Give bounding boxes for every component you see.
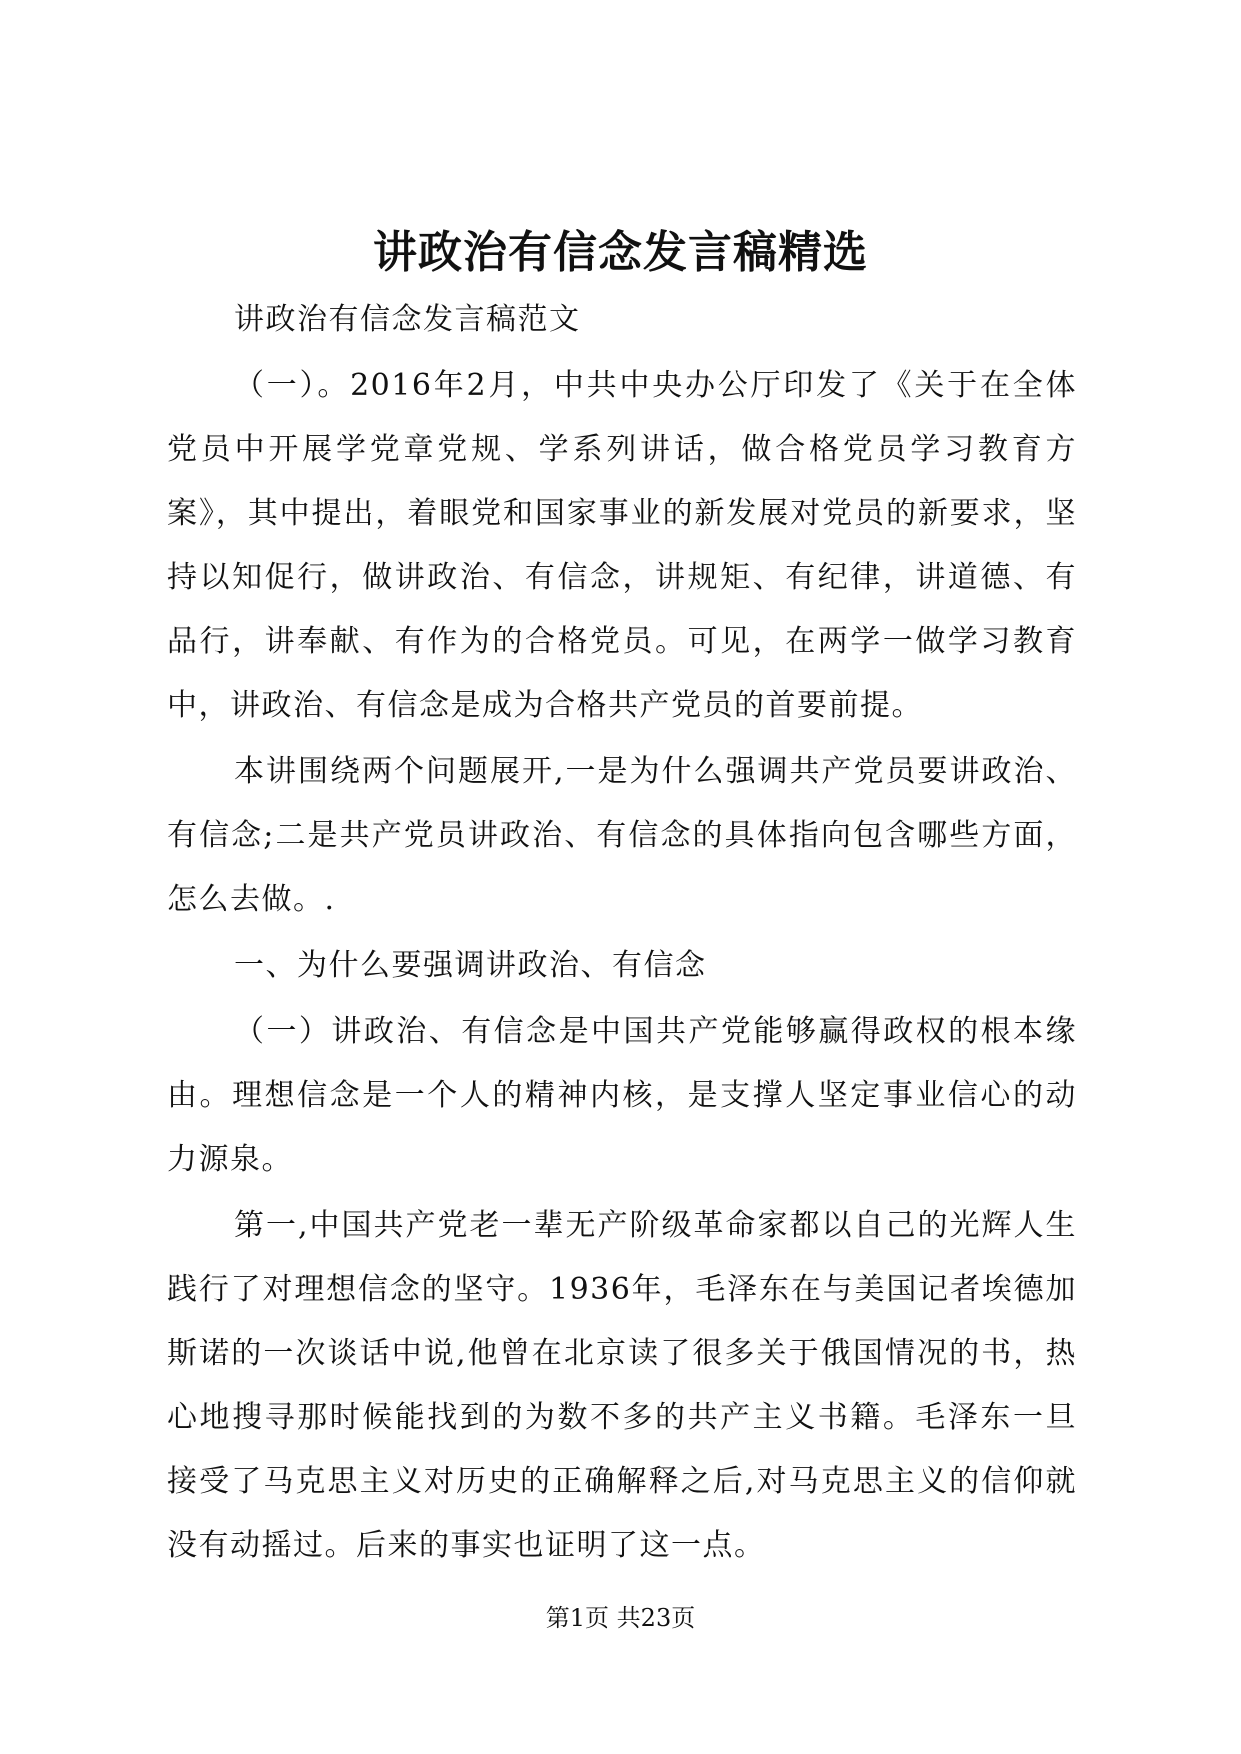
body-paragraph: 第一,中国共产党老一辈无产阶级革命家都以自己的光辉人生践行了对理想信念的坚守。1936年，毛泽东在与美国记者埃德加斯诺的一次谈话中说,他曾在北京读了很多关于俄国情况的书，热心地搜寻那时候能找到的为数不多的共产主义书籍。毛泽东一旦接受了马克思主义对历史的正确解释之后,对马克思主义的信仰就没有动摇过。后来的事实也证明了这一点。 xyxy=(167,1208,1077,1563)
section-heading: 一、为什么要强调讲政治、有信念 xyxy=(234,948,707,983)
body-paragraph: （一）讲政治、有信念是中国共产党能够赢得政权的根本缘由。理想信念是一个人的精神内核，是支撑人坚定事业信心的动力源泉。 xyxy=(167,1014,1077,1177)
page-number: 第1页 共23页 xyxy=(545,1604,696,1632)
subtitle-paragraph: 讲政治有信念发言稿范文 xyxy=(234,302,581,337)
document-body xyxy=(167,288,1077,1580)
document-title: 讲政治有信念发言稿精选 xyxy=(373,227,868,278)
body-paragraph: （一）。2016年2月，中共中央办公厅印发了《关于在全体党员中开展学党章党规、学系列讲话，做合格党员学习教育方案》，其中提出，着眼党和国家事业的新发展对党员的新要求，坚持以知促行，做讲政治、有信念，讲规矩、有纪律，讲道德、有品行，讲奉献、有作为的合格党员。可见，在两学一做学习教育中，讲政治、有信念是成为合格共产党员的首要前提。 xyxy=(167,368,1077,723)
body-paragraph: 本讲围绕两个问题展开,一是为什么强调共产党员要讲政治、有信念;二是共产党员讲政治、有信念的具体指向包含哪些方面，怎么去做。. xyxy=(167,754,1077,917)
